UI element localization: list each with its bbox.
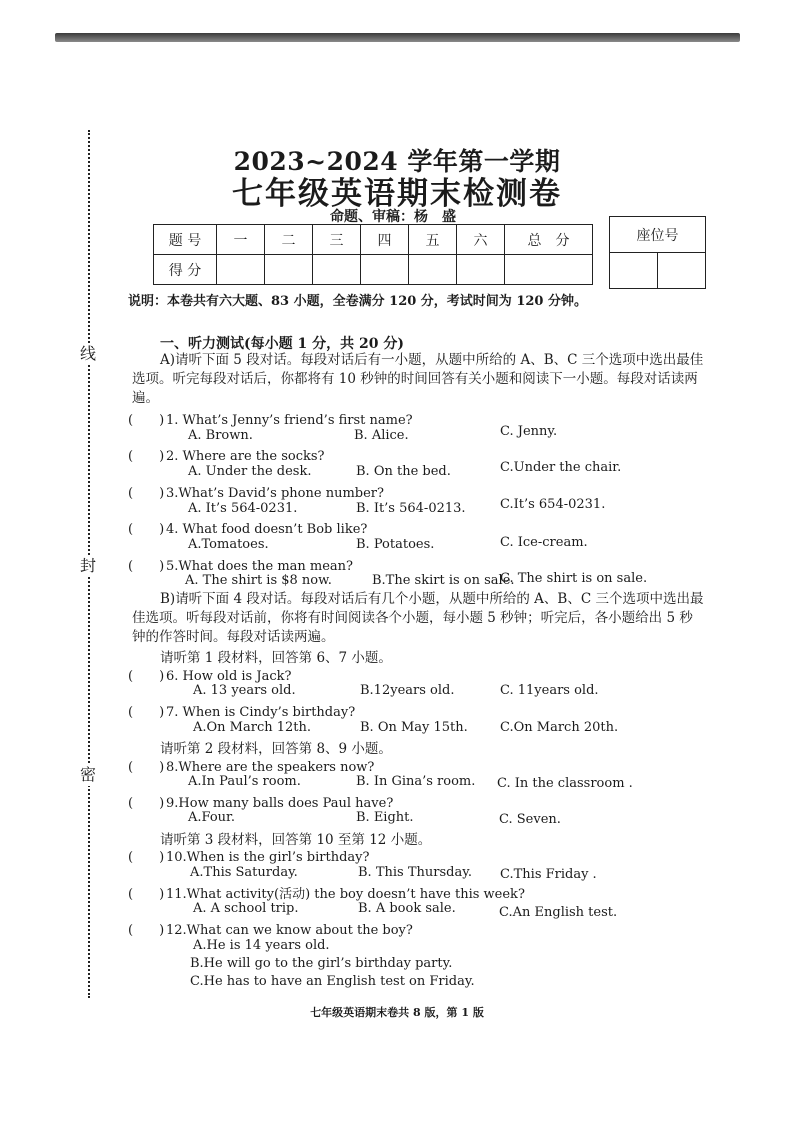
score-cell[interactable] [313,255,361,285]
section-title: 一、听力测试(每小题 1 分，共 20 分) [160,336,404,352]
option-c[interactable]: C. 11years old. [500,683,599,698]
binding-char-xian: 线 [77,343,99,365]
seat-cell[interactable] [658,253,706,289]
score-row-label: 得 分 [154,255,217,285]
score-cell[interactable] [265,255,313,285]
option-b[interactable]: B. It’s 564-0213. [356,501,466,516]
option-b[interactable]: B. A book sale. [358,901,456,916]
seat-cell[interactable] [610,253,658,289]
score-header-cell: 五 [409,225,457,255]
option-a[interactable]: A. It’s 564-0231. [188,501,298,516]
exam-term-title: 2023~2024 学年第一学期 [233,147,561,176]
option-c[interactable]: C. The shirt is on sale. [500,571,648,586]
option-a[interactable]: A.Tomatoes. [188,537,269,552]
option-a[interactable]: A. Brown. [188,428,253,443]
material-1-heading: 请听第 1 段材料，回答第 6、7 小题。 [160,650,392,666]
exam-note: 说明：本卷共有六大题、83 小题，全卷满分 120 分，考试时间为 120 分钟。 [128,294,587,309]
question: ( ) 11.What activity(活动) the boy doesn’t have this week? [128,887,525,902]
score-cell[interactable] [457,255,505,285]
option-b[interactable]: B. Alice. [354,428,409,443]
question: ( ) 1. What’s Jenny’s friend’s first name? [128,413,413,428]
option-c[interactable]: C.This Friday . [500,867,597,882]
score-header-cell: 二 [265,225,313,255]
part-b-instructions: B)请听下面 4 段对话。每段对话后有几个小题，从题中所给的 A、B、C 三个选项中选出最佳选项。听每段对话前，你将有时间阅读各个小题，每小题 5 秒钟；听完后，各小题给出 5 秒钟的作答时间。每段对话读两遍。 [132,591,704,645]
option-a[interactable]: A. 13 years old. [193,683,296,698]
question: ( ) 9.How many balls does Paul have? [128,796,394,811]
score-header-cell: 四 [361,225,409,255]
score-cell[interactable] [505,255,593,285]
option-b[interactable]: B. On May 15th. [360,720,468,735]
question: ( ) 10.When is the girl’s birthday? [128,850,370,865]
score-cell[interactable] [217,255,265,285]
option-c[interactable]: C. In the classroom . [497,776,633,791]
option-a[interactable]: A.He is 14 years old. [193,938,330,953]
option-c[interactable]: C. Seven. [499,812,561,827]
question: ( ) 6. How old is Jack? [128,669,292,684]
seat-label: 座位号 [610,217,706,253]
score-header-cell: 六 [457,225,505,255]
question: ( ) 7. When is Cindy’s birthday? [128,705,356,720]
option-b[interactable]: B.12years old. [360,683,455,698]
option-a[interactable]: A.This Saturday. [190,865,298,880]
option-c[interactable]: C.An English test. [499,905,618,920]
material-3-heading: 请听第 3 段材料，回答第 10 至第 12 小题。 [160,832,432,848]
option-a[interactable]: A. Under the desk. [188,464,312,479]
option-b[interactable]: B. On the bed. [356,464,451,479]
score-cell[interactable] [409,255,457,285]
option-a[interactable]: A. A school trip. [193,901,299,916]
option-c[interactable]: C.It’s 654-0231. [500,497,606,512]
question: ( ) 8.Where are the speakers now? [128,760,375,775]
option-a[interactable]: A.Four. [188,810,235,825]
option-b[interactable]: B.He will go to the girl’s birthday party. [190,956,453,971]
option-b[interactable]: B.The skirt is on sale. [372,573,515,588]
option-b[interactable]: B. Eight. [356,810,414,825]
option-a[interactable]: A.On March 12th. [193,720,312,735]
material-2-heading: 请听第 2 段材料，回答第 8、9 小题。 [160,741,392,757]
option-b[interactable]: B. Potatoes. [356,537,435,552]
question: ( ) 4. What food doesn’t Bob like? [128,522,368,537]
option-a[interactable]: A.In Paul’s room. [188,774,301,789]
page-footer: 七年级英语期末卷共 8 版，第 1 版 [310,1006,484,1019]
score-header-cell: 三 [313,225,361,255]
option-a[interactable]: A. The shirt is $8 now. [185,573,332,588]
scan-edge [55,33,740,42]
option-c[interactable]: C. Jenny. [500,424,558,439]
binding-char-feng: 封 [77,555,99,577]
author-line: 命题、审稿：杨 盛 [330,209,456,225]
question: ( ) 12.What can we know about the boy? [128,923,413,938]
option-c[interactable]: C.On March 20th. [500,720,619,735]
score-header-cell: 题 号 [154,225,217,255]
question: ( ) 3.What’s David’s phone number? [128,486,384,501]
option-b[interactable]: B. This Thursday. [358,865,472,880]
binding-char-mi: 密 [77,764,99,786]
exam-title: 七年级英语期末检测卷 [232,176,562,212]
score-header-cell: 一 [217,225,265,255]
question: ( ) 2. Where are the socks? [128,449,325,464]
score-table [153,224,593,285]
score-header-cell: 总 分 [505,225,593,255]
part-a-instructions: A)请听下面 5 段对话。每段对话后有一小题，从题中所给的 A、B、C 三个选项中选出最佳选项。听完每段对话后，你都将有 10 秒钟的时间回答有关小题和阅读下一小题。每段对话读两遍。 [132,352,704,406]
option-c[interactable]: C.He has to have an English test on Friday. [190,974,475,989]
option-c[interactable]: C.Under the chair. [500,460,622,475]
score-cell[interactable] [361,255,409,285]
question: ( ) 5.What does the man mean? [128,559,354,574]
seat-table [609,216,706,289]
option-b[interactable]: B. In Gina’s room. [356,774,476,789]
option-c[interactable]: C. Ice-cream. [500,535,588,550]
